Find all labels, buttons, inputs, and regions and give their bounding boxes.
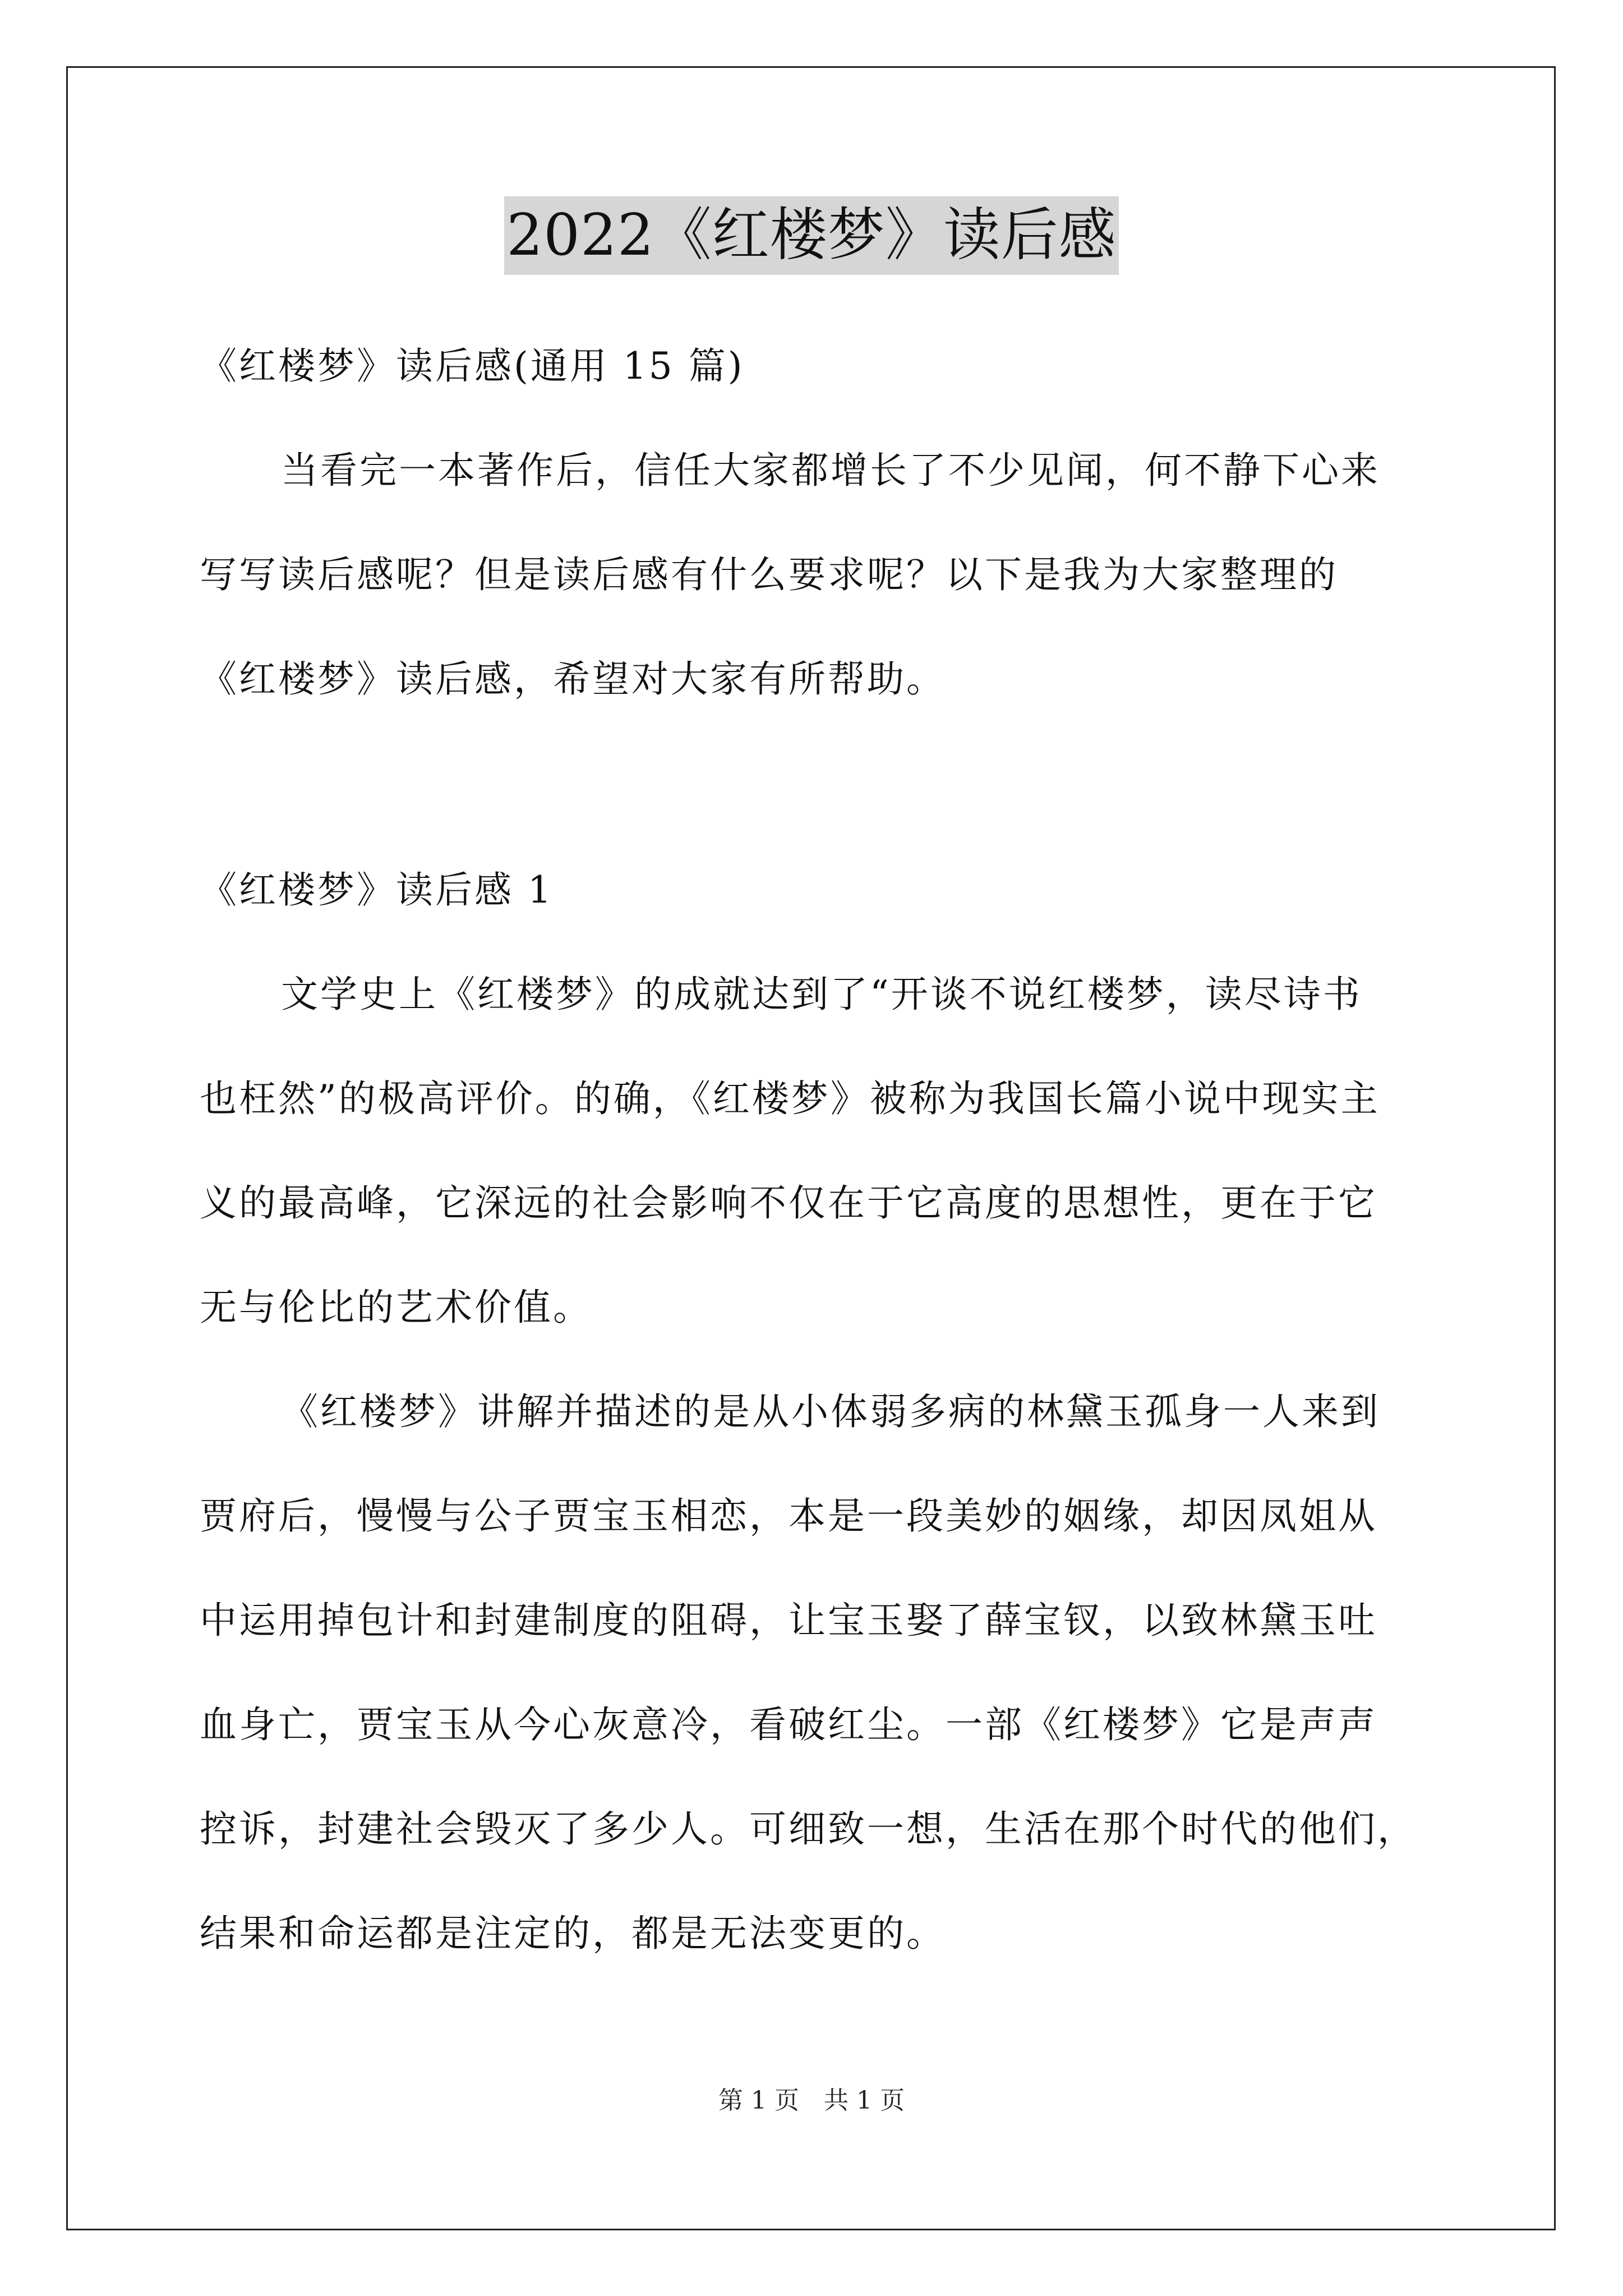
title-container: [0, 196, 1623, 275]
intro-line: 《红楼梦》读后感，希望对大家有所帮助。: [200, 657, 946, 701]
paragraph-line: 中运用掉包计和封建制度的阻碍，让宝玉娶了薛宝钗，以致林黛玉吐: [200, 1599, 1377, 1642]
paragraph-line: 《红楼梦》讲解并描述的是从小体弱多病的林黛玉孤身一人来到: [281, 1390, 1380, 1433]
paragraph-line: 结果和命运都是注定的，都是无法变更的。: [200, 1912, 946, 1955]
section-heading: 《红楼梦》读后感 1: [200, 868, 554, 912]
paragraph-line: 无与伦比的艺术价值。: [200, 1286, 592, 1329]
paragraph-line: 义的最高峰，它深远的社会影响不仅在于它高度的思想性，更在于它: [200, 1181, 1377, 1225]
page-footer: 第 1 页 共 1 页: [718, 2086, 905, 2115]
intro-line: 写写读后感呢？但是读后感有什么要求呢？以下是我为大家整理的: [200, 553, 1338, 596]
paragraph-line: 也枉然”的极高评价。的确，《红楼梦》被称为我国长篇小说中现实主: [200, 1077, 1380, 1120]
document-title: 2022《红楼梦》读后感: [504, 196, 1119, 275]
document-body: [200, 314, 1439, 1986]
paragraph-line: 血身亡，贾宝玉从今心灰意冷，看破红尘。一部《红楼梦》它是声声: [200, 1703, 1377, 1746]
intro-line: 当看完一本著作后，信任大家都增长了不少见闻，何不静下心来: [281, 449, 1380, 492]
paragraph-line: 控诉，封建社会毁灭了多少人。可细致一想，生活在那个时代的他们，: [200, 1807, 1417, 1851]
paragraph-line: 文学史上《红楼梦》的成就达到了“开谈不说红楼梦，读尽诗书: [281, 973, 1362, 1016]
section-spacer: [200, 731, 1439, 838]
document-subtitle: 《红楼梦》读后感(通用 15 篇): [200, 344, 745, 388]
paragraph-line: 贾府后，慢慢与公子贾宝玉相恋，本是一段美妙的姻缘，却因凤姐从: [200, 1494, 1377, 1538]
